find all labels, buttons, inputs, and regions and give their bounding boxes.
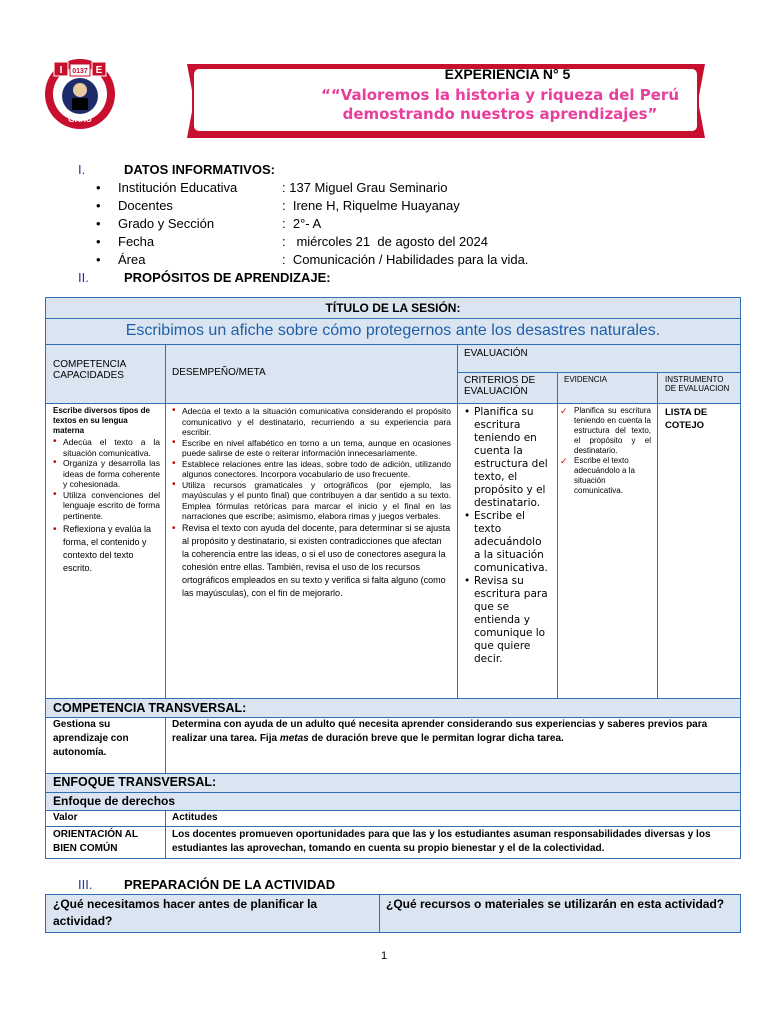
propositos-table (45, 297, 741, 859)
enfoque-header (45, 773, 741, 793)
criterios-header (457, 372, 558, 404)
datos-value: : miércoles 21 de agosto del 2024 (282, 234, 488, 249)
valor-header-cell (45, 810, 166, 827)
comp-transversal-desc-2: de duración breve que le permitan lograr dicha tarea. (308, 733, 564, 744)
evaluacion-header-label: EVALUACIÓN (464, 348, 528, 359)
desempeno-item: • Escribe en nivel alfabético en torno a un tema, aunque en ocasiones puede salirse de este o reiterar información innecesariamente. (172, 438, 451, 459)
session-title: Escribimos un afiche sobre cómo protegernos ante los desastres naturales. (125, 322, 661, 339)
competencia-header (45, 344, 166, 404)
competencia-cell (45, 403, 166, 699)
actitudes-header-cell (165, 810, 741, 827)
capacidad-item: • Organiza y desarrolla las ideas de forma coherente y cohesionada. (53, 458, 160, 490)
actitudes-label: Actitudes (172, 812, 218, 823)
datos-row: • Fecha : miércoles 21 de agosto del 2024 (96, 234, 488, 249)
competencia-title: Escribe diversos tipos de textos en su lengua materna (53, 406, 150, 435)
subtitle-line-2: demostrando nuestros aprendizajes” (342, 105, 658, 123)
instrumento-value: LISTA DE COTEJO (665, 407, 708, 431)
criterio-item: • Escribe el texto adecuándolo a la situación comunicativa. (464, 510, 551, 575)
datos-row: • Área : Comunicación / Habilidades para la vida. (96, 252, 529, 267)
valor-label: Valor (53, 812, 78, 823)
logo-letter-i: I (59, 65, 63, 76)
section-1-title: DATOS INFORMATIVOS: (124, 162, 275, 177)
preparacion-q1: ¿Qué necesitamos hacer antes de planificar la actividad? (53, 897, 318, 928)
valor-value: ORIENTACIÓN AL BIEN COMÚN (53, 829, 138, 854)
datos-value: : Irene H, Riquelme Huayanay (282, 198, 460, 213)
enfoque-name-cell (45, 792, 741, 811)
datos-row: • Institución Educativa : 137 Miguel Grau Seminario (96, 180, 448, 195)
desempeno-header-label: DESEMPEÑO/META (172, 367, 266, 378)
datos-row: • Docentes : Irene H, Riquelme Huayanay (96, 198, 460, 213)
school-logo (44, 58, 116, 130)
capacidad-item: • Reflexiona y evalúa la forma, el contenido y contexto del texto escrito. (53, 523, 160, 575)
preparacion-q1-cell (45, 894, 380, 933)
datos-list (96, 180, 696, 270)
capacidad-item: • Utiliza convenciones del lenguaje escrito de forma pertinente. (53, 490, 160, 522)
instrumento-header-label: INSTRUMENTO DE EVALUACION (665, 375, 730, 393)
datos-value: : 137 Miguel Grau Seminario (282, 180, 448, 195)
enfoque-name: Enfoque de derechos (53, 794, 176, 808)
page-number: 1 (380, 950, 388, 962)
desempeno-item: • Utiliza recursos gramaticales y ortográficos (por ejemplo, las mayúsculas y el punto final) que contribuyen a dar sentido a su texto. Emplea fórmulas retóricas para marcar el inicio y el final en las narraciones que escribe; asimismo, elabora rimas y juegos verbales. (172, 480, 451, 522)
evidencia-item: ✓ Planifica su escritura teniendo en cuenta la estructura del texto, el propósito y el destinatario. (560, 406, 651, 456)
evidencia-header (557, 372, 658, 404)
datos-label: Fecha (118, 234, 155, 249)
competencia-header-label: COMPETENCIA CAPACIDADES (53, 359, 126, 381)
section-2-heading (78, 270, 331, 285)
evidencia-item: ✓ Escribe el texto adecuándolo a la situación comunicativa. (560, 456, 651, 496)
section-2-number: II. (78, 270, 89, 285)
datos-label: Área (118, 252, 146, 267)
capacidad-item: • Adecúa el texto a la situación comunicativa. (53, 437, 160, 458)
criterios-cell (457, 403, 558, 699)
instrumento-header (657, 372, 741, 404)
preparacion-q2-cell (379, 894, 741, 933)
desempenos-list (172, 406, 451, 600)
logo-bottom-text: GRAU (68, 115, 92, 124)
section-3-heading (78, 877, 335, 892)
section-3-number: III. (78, 877, 93, 892)
comp-transversal-desc-cell (165, 717, 741, 774)
evaluacion-header (457, 344, 741, 373)
capacidades-list (53, 437, 160, 575)
datos-label: Grado y Sección (118, 216, 215, 231)
comp-transversal-name: Gestiona su aprendizaje con autonomía. (53, 719, 129, 758)
criterio-item: • Planifica su escritura teniendo en cuenta la estructura del texto, el propósito y el destinatario. (464, 406, 551, 510)
desempeno-item: • Adecúa el texto a la situación comunicativa considerando el propósito comunicativo y el destinatario, recurriendo a su experiencia para escribir. (172, 406, 451, 438)
titulo-cell (45, 318, 741, 345)
evidencia-header-label: EVIDENCIA (564, 375, 608, 384)
section-2-title: PROPÓSITOS DE APRENDIZAJE: (124, 270, 331, 285)
instrumento-cell (657, 403, 741, 699)
desempeno-header (165, 344, 458, 404)
logo-letter-e: E (95, 65, 103, 76)
desempeno-item: • Establece relaciones entre las ideas, sobre todo de adición, utilizando algunos conectores. Incorpora vocabulario de uso frecuente. (172, 459, 451, 480)
actitudes-cell (165, 826, 741, 859)
section-1-heading (78, 162, 275, 177)
datos-label: Docentes (118, 198, 173, 213)
datos-row: • Grado y Sección : 2°- A (96, 216, 322, 231)
criterio-item: • Revisa su escritura para que se entienda y comunique lo que quiere decir. (464, 575, 551, 666)
criterios-header-label: CRITERIOS DE EVALUACIÓN (464, 375, 536, 397)
titulo-label: TÍTULO DE LA SESIÓN: (325, 301, 461, 315)
datos-value: : Comunicación / Habilidades para la vida. (282, 252, 529, 267)
evidencia-cell (557, 403, 658, 699)
datos-label: Institución Educativa (118, 180, 238, 195)
evidencias-list (560, 406, 651, 496)
titulo-label-cell (45, 297, 741, 319)
desempeno-cell (165, 403, 458, 699)
experiencia-title: EXPERIENCIA N° 5 (444, 66, 571, 82)
comp-transversal-desc-1: Determina con ayuda de un adulto qué necesita aprender considerando sus experiencias y saberes previos para realizar una tarea. Fija (172, 719, 708, 744)
experiencia-subtitle (300, 86, 700, 124)
comp-transversal-name-cell (45, 717, 166, 774)
preparacion-table (45, 894, 741, 933)
valor-cell (45, 826, 166, 859)
comp-transversal-label: COMPETENCIA TRANSVERSAL: (53, 701, 247, 715)
actitudes-value: Los docentes promueven oportunidades para que las y los estudiantes asuman responsabilidades diversas y los estudiantes las aprovechan, tomando en cuenta su propio bienestar y el de la colectividad. (172, 829, 711, 854)
desempeno-item: • Revisa el texto con ayuda del docente, para determinar si se ajusta al propósito y destinatario, si existen contradicciones que afectan la coherencia entre las ideas, o si el uso de conectores asegura la cohesión entre ellas. También, revisa el uso de los recursos ortográficos empleados en su texto y verifica si falta alguno (como las mayúsculas), con el fin de mejorarlo. (172, 522, 451, 600)
criterios-list (464, 406, 551, 666)
section-1-number: I. (78, 162, 86, 177)
comp-transversal-header (45, 698, 741, 718)
logo-number: 0137 (72, 68, 88, 75)
preparacion-q2: ¿Qué recursos o materiales se utilizarán en esta actividad? (386, 897, 725, 911)
datos-value: : 2°- A (282, 216, 322, 231)
section-3-title: PREPARACIÓN DE LA ACTIVIDAD (124, 877, 336, 892)
enfoque-label: ENFOQUE TRANSVERSAL: (53, 775, 217, 789)
subtitle-line-1: ““Valoremos la historia y riqueza del Perú (320, 86, 680, 104)
comp-transversal-desc-em: metas (279, 733, 309, 744)
